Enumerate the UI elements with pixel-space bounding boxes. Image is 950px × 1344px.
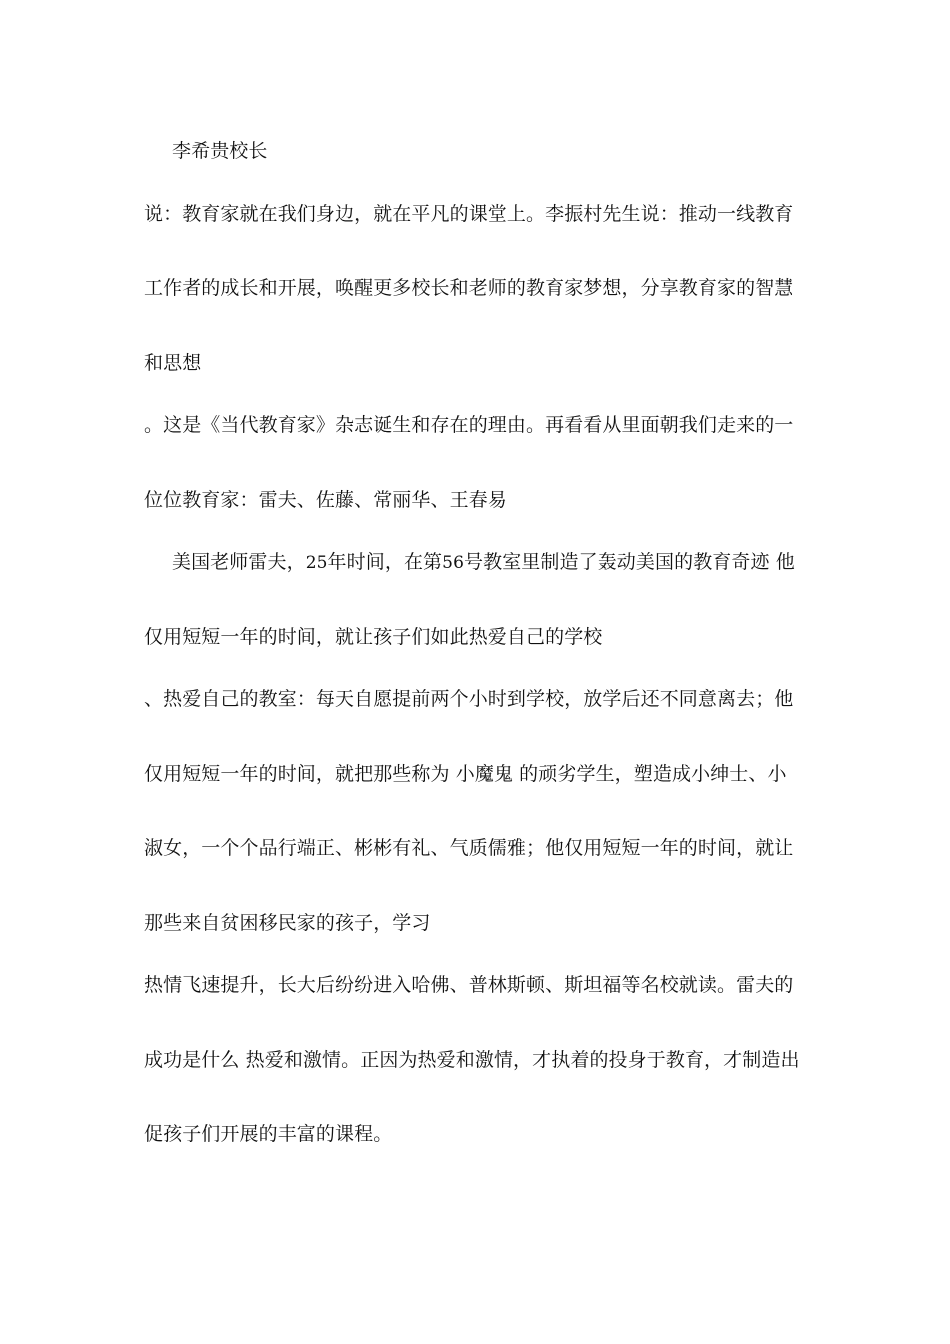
paragraph-line: 工作者的成长和开展，唤醒更多校长和老师的教育家梦想，分享教育家的智慧 <box>144 277 794 299</box>
paragraph-line: 成功是什么 热爱和激情。正因为热爱和激情，才执着的投身于教育，才制造出 <box>144 1049 800 1071</box>
paragraph-line: 热情飞速提升，长大后纷纷进入哈佛、普林斯顿、斯坦福等名校就读。雷夫的 <box>144 974 794 996</box>
number-classroom: 56 <box>442 553 464 573</box>
paragraph-line: 仅用短短一年的时间，就让孩子们如此热爱自己的学校 <box>144 626 603 648</box>
paragraph-line: 促孩子们开展的丰富的课程。 <box>144 1123 393 1145</box>
paragraph-line: 、热爱自己的教室：每天自愿提前两个小时到学校，放学后还不同意离去；他 <box>144 688 794 710</box>
paragraph-line: 位位教育家：雷夫、佐藤、常丽华、王春易 <box>144 489 507 511</box>
line-text: 号教室里制造了轰动美国的教育奇迹 他 <box>464 551 795 573</box>
paragraph-line: 说：教育家就在我们身边，就在平凡的课堂上。李振村先生说：推动一线教育 <box>144 203 794 225</box>
paragraph-line: 仅用短短一年的时间，就把那些称为 小魔鬼 的顽劣学生，塑造成小绅士、小 <box>144 763 787 785</box>
paragraph-line: 。这是《当代教育家》杂志诞生和存在的理由。再看看从里面朝我们走来的一 <box>144 414 794 436</box>
paragraph-line: 李希贵校长 <box>172 140 268 162</box>
paragraph-line: 和思想 <box>144 352 202 374</box>
paragraph-line: 那些来自贫困移民家的孩子，学习 <box>144 912 431 934</box>
line-text: 年时间，在第 <box>327 551 443 573</box>
line-text: 美国老师雷夫， <box>172 551 306 573</box>
number-years: 25 <box>305 553 328 573</box>
paragraph-line: 淑女，一个个品行端正、彬彬有礼、气质儒雅；他仅用短短一年的时间，就让 <box>144 837 794 859</box>
paragraph-line <box>172 549 795 576</box>
